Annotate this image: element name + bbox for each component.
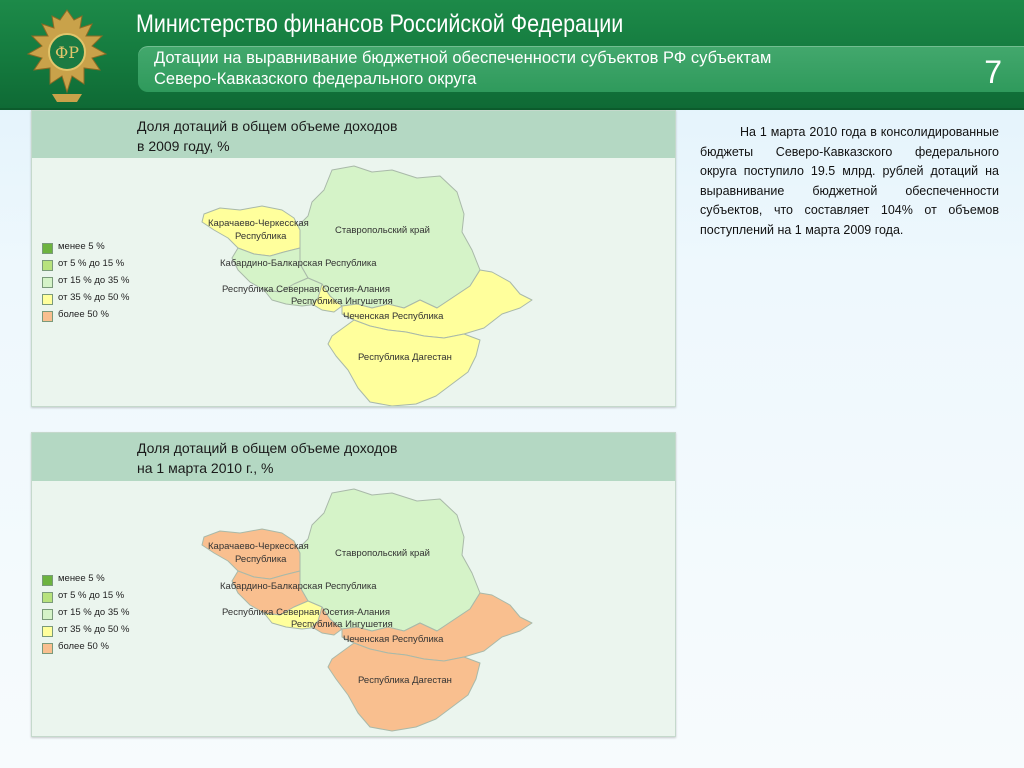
label-kchr2: Республика [235,554,287,565]
legend-label: от 35 % до 50 % [58,292,130,303]
panel-title-line2: в 2009 году, % [137,138,230,154]
label-stavropol: Ставропольский край [335,548,430,559]
legend-label: более 50 % [58,309,109,320]
label-osetia: Республика Северная Осетия-Алания [222,607,391,618]
region-map [32,158,675,406]
header-banner [0,0,1024,110]
map-panel-2009 [31,110,676,407]
svg-text:ФР: ФР [54,43,80,62]
label-kchr2: Республика [235,231,287,242]
label-kbr: Кабардино-Балкарская Республика [220,581,377,592]
slide-title-line1: Дотации на выравнивание бюджетной обеспеченности субъектов РФ субъектам [154,49,772,67]
legend-label: от 15 % до 35 % [58,607,130,618]
panel-title-line2: на 1 марта 2010 г., % [137,460,274,476]
legend-label: от 35 % до 50 % [58,624,130,635]
label-kbr: Кабардино-Балкарская Республика [220,258,377,269]
label-ingush: Республика Ингушетия [291,619,393,630]
legend-label: менее 5 % [58,573,105,584]
map-panel-2010 [31,432,676,737]
legend-label: более 50 % [58,641,109,652]
slide-title-bar [138,46,1024,92]
panel-title-line1: Доля дотаций в общем объеме доходов [137,118,398,134]
label-chechen: Чеченская Республика [343,634,444,645]
panel-header [32,111,675,158]
label-kchr: Карачаево-Черкесская [208,218,309,229]
panel-header [32,433,675,481]
ministry-title: Министерство финансов Российской Федерации [136,10,624,38]
label-kchr: Карачаево-Черкесская [208,541,309,552]
legend-label: от 5 % до 15 % [58,258,125,269]
legend-label: от 5 % до 15 % [58,590,125,601]
label-dagestan: Республика Дагестан [358,352,452,363]
ministry-coat-of-arms-icon [22,6,112,104]
region-map [32,481,675,736]
summary-note: На 1 марта 2010 года в консолидированные бюджеты Северо-Кавказского федерального округа поступило 19.5 млрд. рублей дотаций на выравнивание бюджетной обеспеченности субъектов, что составляет 104% от объемов поступлений на 1 марта 2009 года. [700,125,999,237]
slide-number: 7 [984,54,1002,90]
label-stavropol: Ставропольский край [335,225,430,236]
legend-label: менее 5 % [58,241,105,252]
legend-label: от 15 % до 35 % [58,275,130,286]
slide-title-line2: Северо-Кавказского федерального округа [154,70,477,88]
label-ingush: Республика Ингушетия [291,296,393,307]
panel-title [137,438,397,478]
label-chechen: Чеченская Республика [343,311,444,322]
panel-title [137,116,397,156]
label-osetia: Республика Северная Осетия-Алания [222,284,391,295]
panel-title-line1: Доля дотаций в общем объеме доходов [137,440,398,456]
label-dagestan: Республика Дагестан [358,675,452,686]
slide-title [154,48,771,90]
